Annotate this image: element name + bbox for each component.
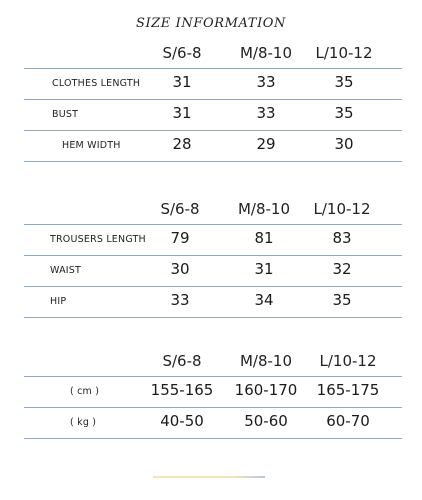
height-weight-table bbox=[24, 352, 402, 439]
row-divider bbox=[24, 161, 402, 162]
size-l-value: 35 bbox=[334, 73, 354, 91]
size-s-value: 79 bbox=[170, 229, 190, 247]
row-label: ( cm ) bbox=[70, 386, 100, 397]
size-header-s: S/6-8 bbox=[162, 44, 202, 62]
size-header-row bbox=[24, 44, 402, 68]
row-label: TROUSERS LENGTH bbox=[50, 234, 146, 245]
size-l-value: 32 bbox=[332, 260, 352, 278]
size-header-m: M/8-10 bbox=[239, 44, 293, 62]
size-header-row bbox=[24, 200, 402, 224]
size-header-l: L/10-12 bbox=[313, 200, 371, 218]
size-s-value: 155-165 bbox=[150, 381, 214, 399]
trousers-size-table bbox=[24, 200, 402, 318]
size-m-value: 81 bbox=[254, 229, 274, 247]
size-header-s: S/6-8 bbox=[160, 200, 200, 218]
size-s-value: 40-50 bbox=[160, 412, 204, 430]
table-row bbox=[24, 131, 402, 161]
size-l-value: 60-70 bbox=[326, 412, 370, 430]
table-row bbox=[24, 256, 402, 286]
table-row bbox=[24, 225, 402, 255]
row-label: ( kg ) bbox=[70, 417, 97, 428]
size-m-value: 34 bbox=[254, 291, 274, 309]
table-row bbox=[24, 69, 402, 99]
size-s-value: 30 bbox=[170, 260, 190, 278]
size-s-value: 28 bbox=[172, 135, 192, 153]
row-label: CLOTHES LENGTH bbox=[52, 78, 141, 89]
size-header-m: M/8-10 bbox=[239, 352, 293, 370]
row-divider bbox=[24, 438, 402, 439]
size-header-l: L/10-12 bbox=[319, 352, 377, 370]
size-header-s: S/6-8 bbox=[162, 352, 202, 370]
size-m-value: 31 bbox=[254, 260, 274, 278]
row-label: HEM WIDTH bbox=[62, 140, 121, 151]
size-m-value: 29 bbox=[256, 135, 276, 153]
size-header-m: M/8-10 bbox=[237, 200, 291, 218]
size-s-value: 33 bbox=[170, 291, 190, 309]
size-m-value: 33 bbox=[256, 73, 276, 91]
table-row bbox=[24, 287, 402, 317]
decorative-bar bbox=[153, 476, 265, 478]
tops-size-table bbox=[24, 44, 402, 162]
size-m-value: 33 bbox=[256, 104, 276, 122]
size-s-value: 31 bbox=[172, 73, 192, 91]
table-row bbox=[24, 377, 402, 407]
size-header-row bbox=[24, 352, 402, 376]
row-label: BUST bbox=[52, 109, 79, 120]
size-l-value: 35 bbox=[334, 104, 354, 122]
size-s-value: 31 bbox=[172, 104, 192, 122]
row-label: HIP bbox=[50, 296, 67, 307]
size-l-value: 35 bbox=[332, 291, 352, 309]
row-label: WAIST bbox=[50, 265, 82, 276]
size-m-value: 160-170 bbox=[234, 381, 298, 399]
size-m-value: 50-60 bbox=[244, 412, 288, 430]
size-l-value: 83 bbox=[332, 229, 352, 247]
page-title: SIZE INFORMATION bbox=[135, 16, 287, 31]
size-l-value: 165-175 bbox=[316, 381, 380, 399]
table-row bbox=[24, 100, 402, 130]
size-l-value: 30 bbox=[334, 135, 354, 153]
table-row bbox=[24, 408, 402, 438]
row-divider bbox=[24, 317, 402, 318]
size-header-l: L/10-12 bbox=[315, 44, 373, 62]
